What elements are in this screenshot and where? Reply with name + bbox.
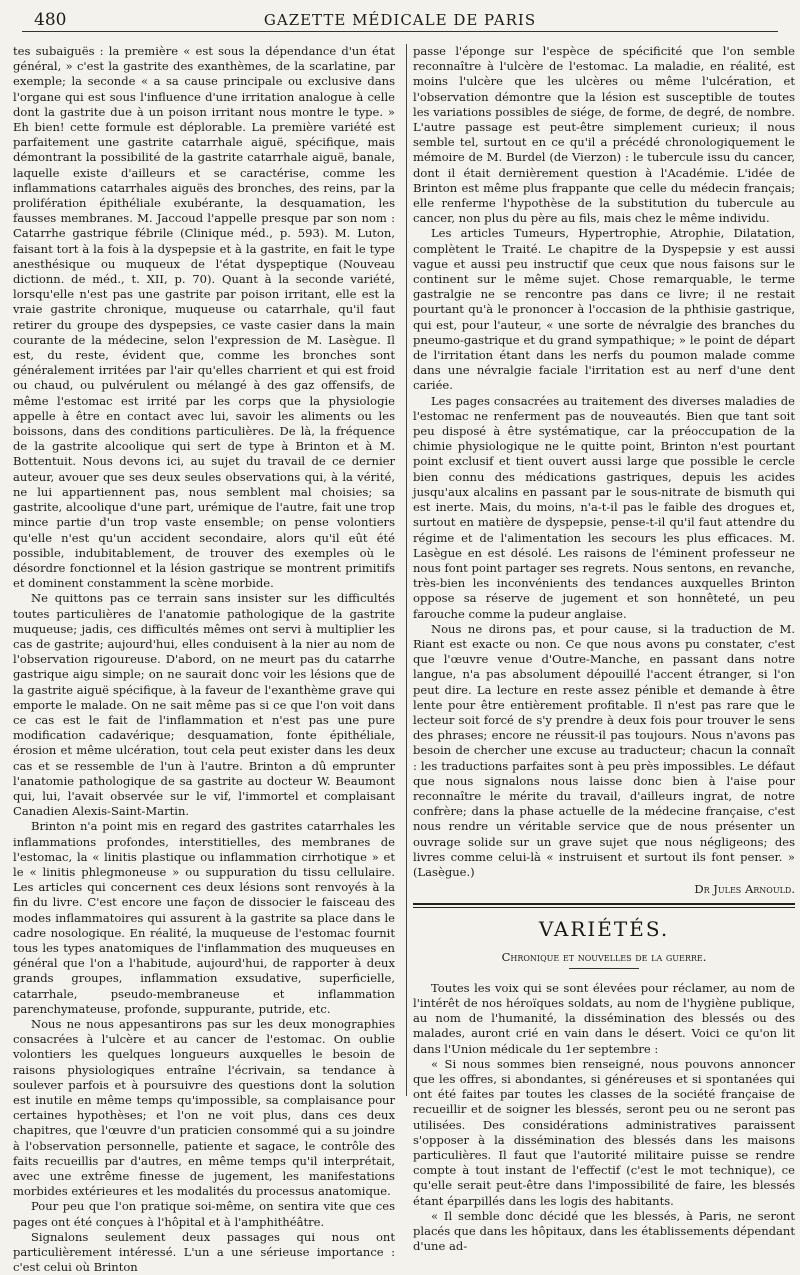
paragraph: Nous ne dirons pas, et pour cause, si la traduction de M. Riant est exacte ou non. Ce que nous avons pu constater, c'est que l'œuvre venue d'Outre-Manche, en passant dans notre langue, n'a pas absolument dépouillé l'accent étranger, si l'on peut dire. La lecture en reste assez pénible et demande à être lente pour être entièrement profitable. Il n'est pas rare que le lecteur soit forcé de s'y prendre à deux fois pour trouver le sens des phrases; encore ne réussit-il pas toujours. Nous n'avons pas besoin de chercher une excuse au traducteur; chacun la connaît : les traductions parfaites sont à peu près impossibles. Le défaut que nous signalons nous laisse donc bien à l'aise pour reconnaître le mérite du travail, d'ailleurs ingrat, de notre confrère; dans la phase actuelle de la médecine française, c'est nous rendre un véritable service que de nous présenter un ouvrage solide sur un grave sujet que nous négligeons; des livres comme celui-là « instruisent et surtout ils font penser. » (Lasègue.) — [413, 621, 795, 879]
section-subtitle: Chronique et nouvelles de la guerre. — [501, 949, 707, 964]
subtitle-rule — [569, 968, 639, 969]
column-divider — [406, 44, 407, 1096]
left-column — [13, 44, 395, 1275]
author-signature: Dr Jules Arnould. — [694, 882, 795, 897]
section-title: VARIÉTÉS. — [538, 917, 670, 942]
paragraph: Nous ne nous appesantirons pas sur les deux monographies consacrées à l'ulcère et au cancer de l'estomac. On oublie volontiers les quelques longueurs auxquelles le besoin de raisons physiologiques entraîne l'écrivain, sa tendance à soulever parfois et à poursuivre des questions dont la solution est inutile en même temps qu'impossible, sa complaisance pour certaines hypothèses; et l'on ne voit plus, dans ces deux chapitres, que l'œuvre d'un praticien consommé qui a su joindre à l'observation personnelle, patiente et sagace, le contrôle des faits recueillis par d'autres, en même temps qu'il interprétait, avec une extrême finesse de jugement, les manifestations morbides extérieures et les modalités du processus anatomique. — [13, 1017, 395, 1199]
page-number: 480 — [34, 10, 67, 30]
header-rule — [22, 31, 778, 32]
paragraph: « Si nous sommes bien renseigné, nous pouvons annoncer que les offres, si abondantes, si généreuses et si spontanées qui ont été faites par toutes les classes de la société française de recueillir et de soigner les blessés, seront peu ou ne seront pas utilisées. Des considérations administratives paraissent s'opposer à la dissémination des blessés dans les maisons particulières. Il faut que l'autorité militaire puisse se rendre compte à tout instant de l'effectif (c'est le mot technique), ce qu'elle serait peut-être dans l'impossibilité de faire, les blessés étant éparpillés dans les logis des habitants. — [413, 1056, 795, 1208]
paragraph: Les articles Tumeurs, Hypertrophie, Atrophie, Dilatation, complètent le Traité. Le chapitre de la Dyspepsie y est aussi vague et aussi peu instructif que ceux que nous faisons sur le continent sur le même sujet. Chose remarquable, le terme gastralgie ne se rencontre pas dans ce livre; il ne restait pourtant qu'à le prononcer à l'occasion de la phthisie gastrique, qui est, pour l'auteur, « une sorte de névralgie des branches du pneumo-gastrique et du grand sympathique; » le point de départ de l'irritation étant dans les nerfs du poumon malade comme dans une névralgie faciale l'irritation est au nerf d'une dent cariée. — [413, 226, 795, 393]
page-header — [22, 8, 778, 32]
paragraph: Toutes les voix qui se sont élevées pour réclamer, au nom de l'intérêt de nos héroïques soldats, au nom de l'hygiène publique, au nom de l'humanité, la dissémination des blessés ou des malades, auront crié en vain dans le désert. Voici ce qu'on lit dans l'Union médicale du 1er septembre : — [413, 980, 795, 1056]
running-title: GAZETTE MÉDICALE DE PARIS — [263, 11, 537, 29]
paragraph: Les pages consacrées au traitement des diverses maladies de l'estomac ne renferment pas de nouveautés. Bien que tant soit peu disposé à être systématique, car la préoccupation de la chimie physiologique ne le quitte point, Brinton n'est pourtant point exclusif et tient ouvert aussi large que possible le cercle bien connu des médications gastriques, depuis les acides jusqu'aux alcalins en passant par le sous-nitrate de bismuth qui est inerte. Mais, du moins, n'a-t-il pas le faible des drogues et, surtout en matière de dyspepsie, pense-t-il qu'il faut attendre du régime et de l'alimentation les secours les plus efficaces. M. Lasègue en est désolé. Les raisons de l'éminent professeur ne nous font point partager ses regrets. Nous sentons, en revanche, très-bien les inconvénients des tendances auxquelles Brinton oppose sa réserve de jugement et son honnêteté, un peu farouche comme la pudeur anglaise. — [413, 393, 795, 621]
paragraph: Pour peu que l'on pratique soi-même, on sentira vite que ces pages ont été conçues à l'hôpital et à l'amphithéâtre. — [13, 1199, 395, 1229]
paragraph: tes subaiguës : la première « est sous la dépendance d'un état général, » c'est la gastrite des exanthèmes, de la scarlatine, par exemple; la seconde « a sa cause principale ou exclusive dans l'organe qui est sous l'influence d'une irritation analogue à celle dont la gastrite due à un poison irritant nous montre le type. » Eh bien! cette formule est déplorable. La première variété est parfaitement une gastrite catarrhale aiguë, spécifique, mais démontrant la possibilité de la gastrite catarrhale aiguë, banale, laquelle existe d'ailleurs et se caractérise, comme les inflammations catarrhales aiguës des bronches, des reins, par la prolifération épithéliale exubérante, la desquamation, les fausses membranes. M. Jaccoud l'appelle presque par son nom : Catarrhe gastrique fébrile (Clinique méd., p. 593). M. Luton, faisant tort à la fois à la dyspepsie et à la gastrite, en fait le type anesthésique ou muqueux de l'état dyspeptique (Nouveau dictionn. de méd., t. XII, p. 70). Quant à la seconde variété, lorsqu'elle n'est pas une gastrite par poison irritant, elle est la vraie gastrite chronique, muqueuse ou catarrhale, qu'il faut retirer du groupe des dyspepsies, ce vaste casier dans la main courante de la médecine, selon l'expression de M. Lasègue. Il est, du reste, évident que, comme les bronches sont généralement irritées par l'air qu'elles charrient et qui est froid ou chaud, ou pulvérulent ou mélangé à des gaz offensifs, de même l'estomac est irrité par les corps que la physiologie appelle à être en contact avec lui, savoir les aliments ou les boissons, dans des conditions particulières. De là, la fréquence de la gastrite alcoolique qui sert de type à Brinton et à M. Bottentuit. Nous devons ici, au sujet du travail de ce dernier auteur, avouer que ses deux seules observations qui, à la vérité, ne lui appartiennent pas, nous semblent mal choisies; sa gastrite, alcoolique d'une part, urémique de l'autre, fait une trop mince partie d'un trop vaste ensemble; on pense volontiers qu'elle n'est qu'un accident secondaire, alors qu'il eût été possible, indubitablement, de trouver des exemples où le désordre fonctionnel et la lésion gastrique se montrent primitifs et dominent constamment la scène morbide. — [13, 44, 395, 591]
paragraph: « Il semble donc décidé que les blessés, à Paris, ne seront placés que dans les hôpitaux, dans les établissements dépendant d'une ad- — [413, 1208, 795, 1254]
section-separator-rule — [413, 903, 795, 908]
paragraph: Ne quittons pas ce terrain sans insister sur les difficultés toutes particulières de l'anatomie pathologique de la gastrite muqueuse; jadis, ces difficultés mêmes ont servi à multiplier les cas de gastrite; aujourd'hui, elles conduisent à la nier au nom de l'observation rigoureuse. D'abord, on ne meurt pas du catarrhe gastrique aigu simple; on ne saurait donc voir les lésions que de la gastrite aiguë spécifique, à la faveur de l'exanthème grave qui emporte le malade. On ne sait même pas si ce que l'on voit dans ce cas est le fait de l'inflammation et n'est pas une pure modification cadavérique; desquamation, fonte épithéliale, érosion et même ulcération, tout cela peut exister dans les deux cas et se ressemble de l'un à l'autre. Brinton a dû emprunter l'anatomie pathologique de sa gastrite au docteur W. Beaumont qui, lui, l'avait observée sur le vif, l'immortel et complaisant Canadien Alexis-Saint-Martin. — [13, 591, 395, 819]
right-column — [413, 44, 795, 1254]
paragraph: Signalons seulement deux passages qui nous ont particulièrement intéressé. L'un a une sérieuse importance : c'est celui où Brinton — [13, 1229, 395, 1275]
paragraph: passe l'éponge sur l'espèce de spécificité que l'on semble reconnaître à l'ulcère de l'estomac. La maladie, en réalité, est moins l'ulcère que les ulcères ou même l'ulcération, et l'observation démontre que la lésion est susceptible de toutes les variations possibles de siége, de forme, de degré, de nombre. L'autre passage est peut-être simplement curieux; il nous semble tel, surtout en ce qu'il a précédé chronologiquement le mémoire de M. Burdel (de Vierzon) : le tubercule issu du cancer, dont il était dernièrement question à l'Académie. L'idée de Brinton est même plus frappante que celle du médecin français; elle renferme l'hypothèse de la substitution du tubercule au cancer, non plus du père au fils, mais chez le même individu. — [413, 44, 795, 226]
paragraph: Brinton n'a point mis en regard des gastrites catarrhales les inflammations profondes, interstitielles, des membranes de l'estomac, la « linitis plastique ou inflammation cirrhotique » et le « linitis phlegmoneuse » ou suppuration du tissu cellulaire. Les articles qui concernent ces deux lésions sont renvoyés à la fin du livre. C'est encore une façon de dissocier le faisceau des modes inflammatoires qui assurent à la gastrite sa place dans le cadre nosologique. En réalité, la muqueuse de l'estomac fournit tous les types anatomiques de l'inflammation des muqueuses en général que l'on a l'habitude, aujourd'hui, de rapporter à deux grands groupes, inflammation exsudative, superficielle, catarrhale, pseudo-membraneuse et inflammation parenchymateuse, profonde, suppurante, putride, etc. — [13, 819, 395, 1016]
